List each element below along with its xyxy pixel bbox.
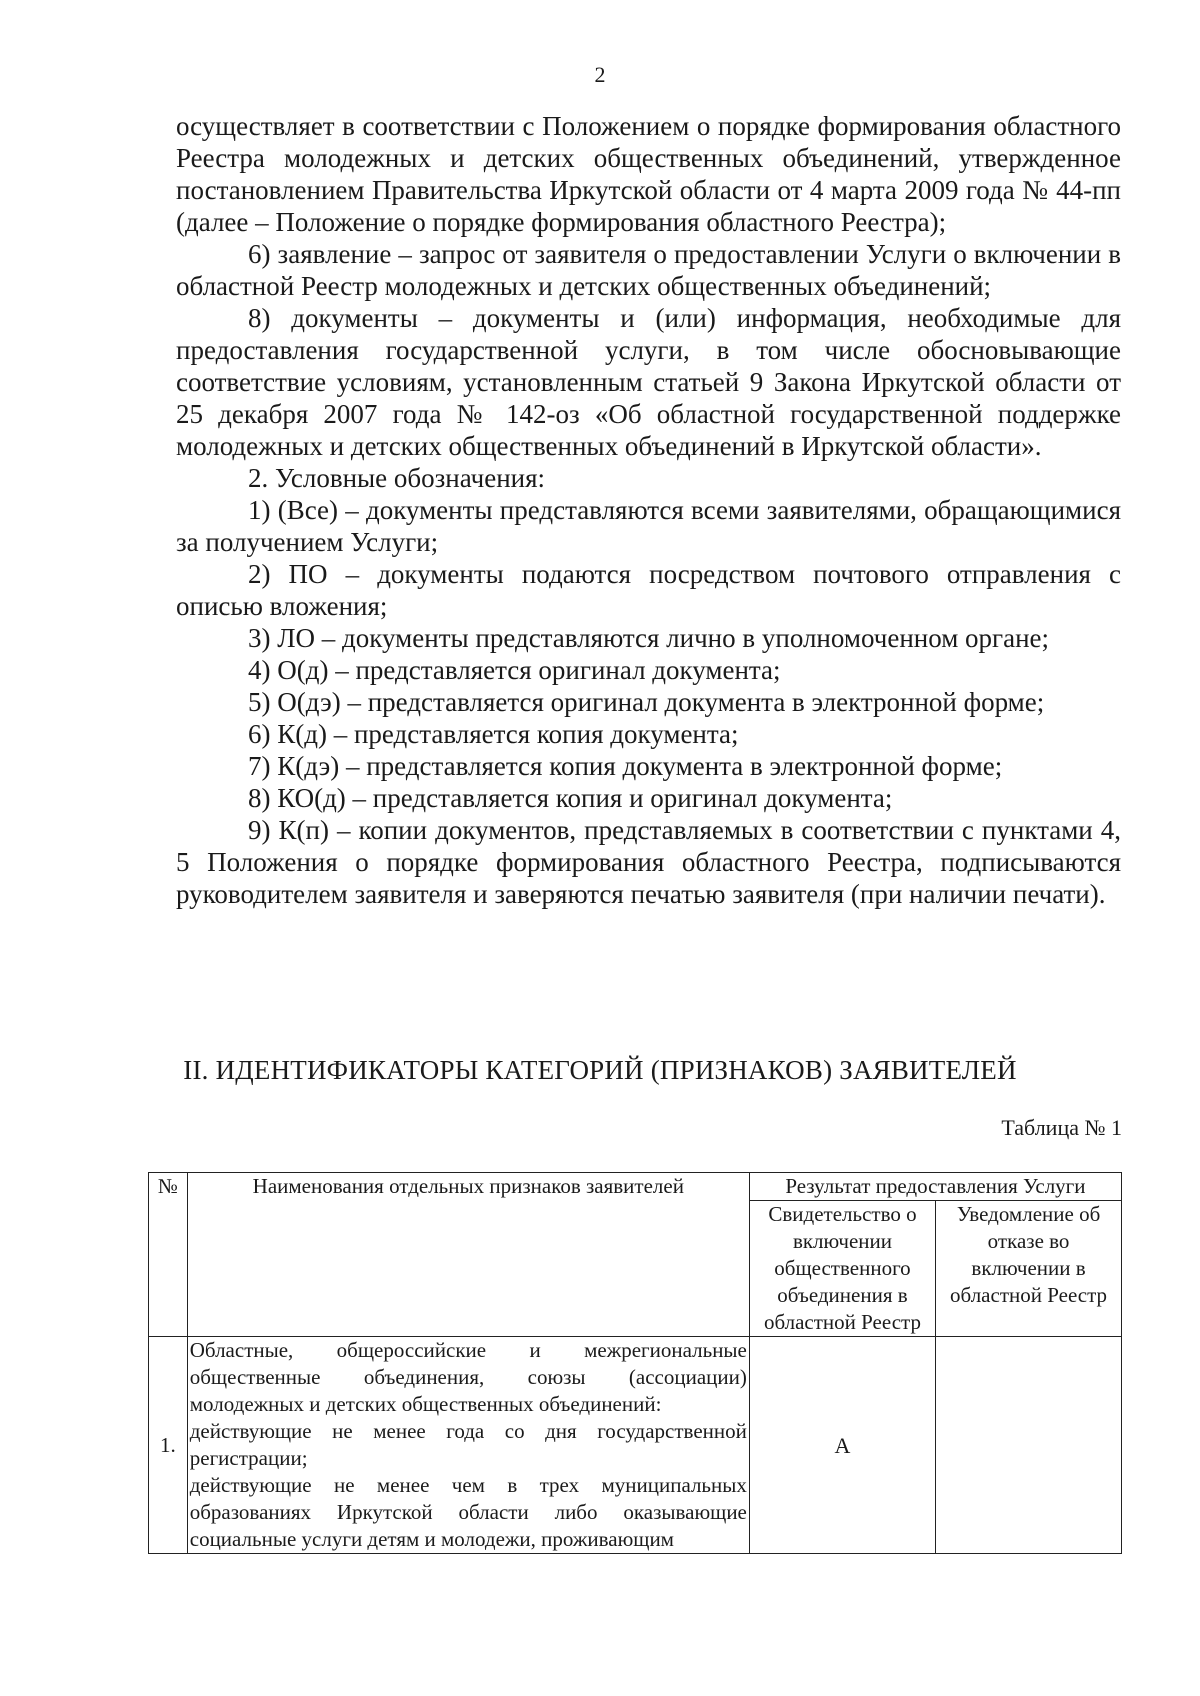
paragraph: 8) КО(д) – представляется копия и оригинал документа; (248, 783, 893, 813)
paragraph: 8) документы – документы и (или) информация, необходимые для предоставления государственной услуги, в том числе обосновывающие соответствие условиям, установленным статьей 9 Закона Иркутской области от 25 декабря 2007 года № 142-оз «Об областной государственной поддержке молодежных и детских общественных объединений в Иркутской области». (176, 303, 1121, 461)
row-result-refusal (936, 1337, 1122, 1554)
table-caption: Таблица № 1 (1001, 1115, 1122, 1140)
criteria-line: действующие не менее чем в трех муниципальных образованиях Иркутской области либо оказывающие социальные услуги детям и молодежи, проживающим (189, 1473, 747, 1551)
section-title: II. ИДЕНТИФИКАТОРЫ КАТЕГОРИЙ (ПРИЗНАКОВ) ЗАЯВИТЕЛЕЙ (183, 1055, 1017, 1085)
row-criteria (187, 1337, 749, 1554)
header-name: Наименования отдельных признаков заявителей (187, 1173, 749, 1337)
row-result-certificate: А (749, 1337, 935, 1554)
page-number: 2 (594, 62, 606, 87)
criteria-line: действующие не менее года со дня государственной регистрации; (189, 1419, 747, 1470)
paragraph: 9) К(п) – копии документов, представляемых в соответствии с пунктами 4, 5 Положения о порядке формирования областного Реестра, подписываются руководителем заявителя и заверяются печатью заявителя (при наличии печати). (176, 815, 1121, 909)
paragraph: 3) ЛО – документы представляются лично в уполномоченном органе; (248, 623, 1050, 653)
body-text (176, 110, 1121, 910)
paragraph: 2. Условные обозначения: (248, 463, 546, 493)
table-row (149, 1337, 1122, 1554)
header-num: № (149, 1173, 188, 1337)
paragraph: 5) О(дэ) – представляется оригинал документа в электронной форме; (248, 687, 1045, 717)
criteria-line: Областные, общероссийские и межрегиональные общественные объединения, союзы (ассоциации) молодежных и детских общественных объединений: (189, 1338, 747, 1416)
header-result-group: Результат предоставления Услуги (749, 1173, 1121, 1201)
paragraph: 1) (Все) – документы представляются всеми заявителями, обращающимися за получением Услуги; (176, 495, 1121, 557)
header-result-certificate: Свидетельство о включении общественного объединения в областной Реестр (749, 1201, 935, 1337)
paragraph: 2) ПО – документы подаются посредством почтового отправления с описью вложения; (176, 559, 1121, 621)
paragraph: 6) К(д) – представляется копия документа; (248, 719, 739, 749)
paragraph: 6) заявление – запрос от заявителя о предоставлении Услуги о включении в областной Реестр молодежных и детских общественных объединений; (176, 239, 1121, 301)
paragraph: 4) О(д) – представляется оригинал документа; (248, 655, 781, 685)
table-header-row (149, 1173, 1122, 1201)
applicant-criteria-table (148, 1172, 1122, 1554)
header-result-refusal: Уведомление об отказе во включении в областной Реестр (936, 1201, 1122, 1337)
paragraph: 7) К(дэ) – представляется копия документа в электронной форме; (248, 751, 1003, 781)
paragraph: осуществляет в соответствии с Положением о порядке формирования областного Реестра молодежных и детских общественных объединений, утвержденное постановлением Правительства Иркутской области от 4 марта 2009 года № 44-пп (далее – Положение о порядке формирования областного Реестра); (176, 111, 1121, 237)
row-number: 1. (149, 1337, 188, 1554)
